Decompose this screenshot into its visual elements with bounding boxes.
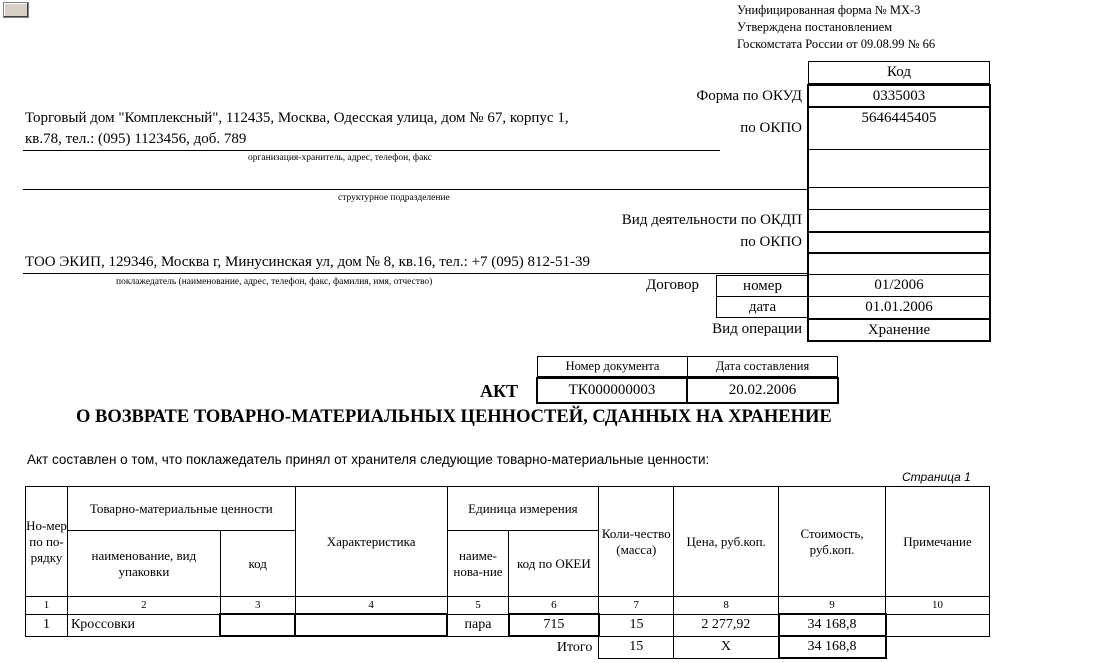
form-approval: Утверждена постановлением [737,20,893,34]
okdp-value [809,210,989,231]
total-label: Итого [556,639,593,655]
header-quantity: Коли-чество (масса) [599,487,674,597]
nomer-value: 01/2006 [874,277,924,293]
data-value: 01.01.2006 [865,299,933,315]
division-caption: структурное подразделение [338,193,450,203]
colnum-6: 6 [509,597,599,615]
organization-line-2: кв.78, тел.: (095) 1123456, доб. 789 [25,131,247,147]
total-price: Х [674,636,779,658]
header-okei: код по ОКЕИ [509,531,599,597]
okpo2-value [809,232,989,253]
colnum-3: 3 [220,597,295,615]
row-price: 2 277,92 [674,614,779,636]
colnum-7: 7 [599,597,674,615]
document-title: О ВОЗВРАТЕ ТОВАРНО-МАТЕРИАЛЬНЫХ ЦЕННОСТЕЙ, СДАННЫХ НА ХРАНЕНИЕ [76,407,832,427]
colnum-10: 10 [886,597,990,615]
colnum-4: 4 [295,597,447,615]
header-row-number: Но-мер по по-рядку [26,487,68,597]
doc-number-value: ТК000000003 [536,377,688,404]
code-divider-2 [808,187,990,188]
form-number: Унифицированная форма № МХ-3 [737,3,921,17]
window-corner-button[interactable] [3,2,29,18]
data-label: дата [716,296,809,318]
akt-label: АКТ [480,381,519,401]
okpo-value: 5646445405 [861,109,937,126]
header-tmc: Товарно-материальные ценности [67,487,295,531]
header-note: Примечание [886,487,990,597]
row-okei: 715 [509,614,599,636]
table-row [26,614,990,636]
row-cost: 34 168,8 [779,614,886,636]
header-characteristic: Характеристика [295,487,447,597]
operation-value: Хранение [867,321,931,338]
header-price: Цена, руб.коп. [674,487,779,597]
row-characteristic [295,614,447,636]
colnum-5: 5 [447,597,509,615]
nomer-label: номер [716,275,809,297]
operation-label: Вид операции [712,321,802,337]
form-approval-source: Госкомстата России от 09.08.99 № 66 [737,37,936,51]
total-note-empty [886,636,990,658]
total-row [26,636,990,658]
colnum-1: 1 [26,597,68,615]
okud-value: 0335003 [807,84,991,108]
goods-table [25,486,990,659]
row-name: Кроссовки [67,614,220,636]
header-name: наименование, вид упаковки [67,531,220,597]
row-note [886,614,990,636]
okpo-label: по ОКПО [740,120,802,136]
division-underline [23,189,808,190]
row-quantity: 15 [599,614,674,636]
doc-date-value: 20.02.2006 [686,377,839,404]
depositor-line: ТОО ЭКИП, 129346, Москва г, Минусинская ул, дом № 8, кв.16, тел.: +7 (095) 812-51-39 [25,254,591,270]
header-cost: Стоимость, руб.коп. [779,487,886,597]
doc-date-header: Дата составления [687,356,838,377]
colnum-2: 2 [67,597,220,615]
colnum-9: 9 [779,597,886,615]
row-kod [220,614,295,636]
header-unit: Единица измерения [447,487,599,531]
organization-underline [23,150,720,151]
total-cost: 34 168,8 [779,636,886,658]
total-quantity: 15 [599,636,674,658]
intro-text: Акт составлен о том, что поклажедатель принял от хранителя следующие товарно-материальные ценности: [27,452,710,467]
row-number: 1 [26,614,68,636]
dogovor-label: Договор [646,277,699,293]
colnum-8: 8 [674,597,779,615]
row-unit: пара [447,614,509,636]
depositor-caption: поклажедатель (наименование, адрес, телефон, факс, фамилия, имя, отчество) [116,277,433,287]
header-kod: код [220,531,295,597]
organization-line-1: Торговый дом "Комплексный", 112435, Москва, Одесская улица, дом № 67, корпус 1, [25,110,569,126]
okdp-label: Вид деятельности по ОКДП [621,212,802,228]
okpo2-label: по ОКПО [740,234,802,250]
kod-header: Код [808,61,990,84]
doc-number-header: Номер документа [537,356,688,377]
code-divider-1 [808,149,990,150]
page-number: Страница 1 [902,470,971,484]
depositor-underline [23,273,808,274]
header-unit-name: наиме-нова-ние [447,531,509,597]
okud-label: Форма по ОКУД [696,88,802,104]
organization-caption: организация-хранитель, адрес, телефон, факс [248,153,432,163]
